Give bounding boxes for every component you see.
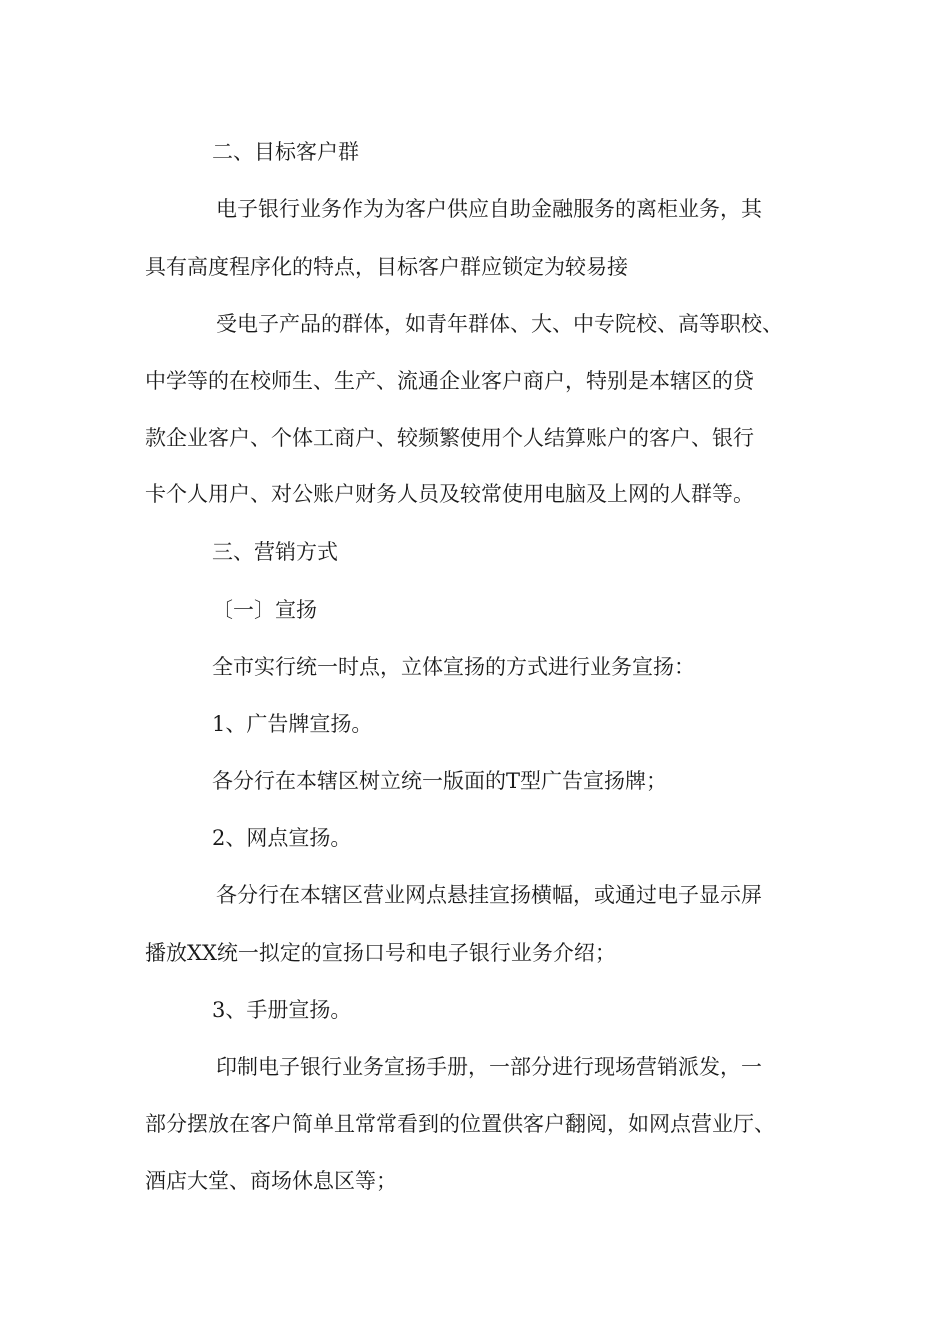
paragraph-line: 各分行在本辖区树立统一版面的T型广告宣扬牌； [212,769,668,793]
paragraph-line: 具有高度程序化的特点，目标客户群应锁定为较易接 [145,255,628,279]
paragraph-line: 受电子产品的群体，如青年群体、大、中专院校、高等职校、 [216,312,783,336]
heading-marketing-methods: 三、营销方式 [212,540,338,564]
paragraph-line: 酒店大堂、商场休息区等； [145,1169,397,1193]
paragraph-line: 电子银行业务作为为客户供应自助金融服务的离柜业务，其 [216,197,762,221]
paragraph-line: 部分摆放在客户简单且常常看到的位置供客户翻阅，如网点营业厅、 [145,1112,775,1136]
paragraph-line: 播放XX统一拟定的宣扬口号和电子银行业务介绍； [145,941,616,965]
paragraph-line: 全市实行统一时点，立体宣扬的方式进行业务宣扬： [212,655,695,679]
subheading-promotion: 〔一〕宣扬 [212,598,317,622]
paragraph-line: 中学等的在校师生、生产、流通企业客户商户，特别是本辖区的贷 [145,369,754,393]
list-item-branch: 2、网点宣扬。 [212,826,352,850]
paragraph-line: 卡个人用户、对公账户财务人员及较常使用电脑及上网的人群等。 [145,482,754,506]
paragraph-line: 各分行在本辖区营业网点悬挂宣扬横幅，或通过电子显示屏 [216,883,762,907]
paragraph-line: 印制电子银行业务宣扬手册，一部分进行现场营销派发，一 [216,1055,762,1079]
heading-target-customers: 二、目标客户群 [212,140,359,164]
list-item-brochure: 3、手册宣扬。 [212,998,352,1022]
paragraph-line: 款企业客户、个体工商户、较频繁使用个人结算账户的客户、银行 [145,426,754,450]
list-item-billboard: 1、广告牌宣扬。 [212,712,373,736]
